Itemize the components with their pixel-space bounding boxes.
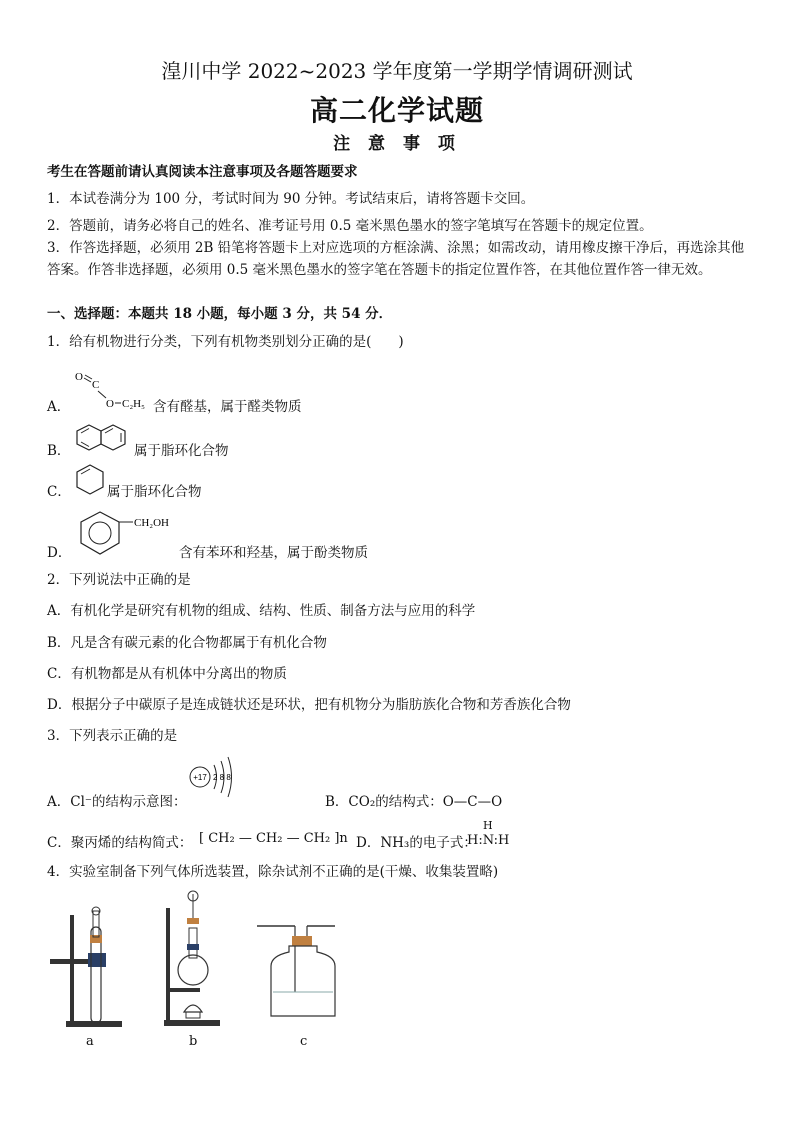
q1-option-b-label: B． <box>47 443 71 459</box>
notice-item-2: 2．答题前，请务必将自己的姓名、准考证号用 0.5 毫米黑色墨水的签字笔填写在答题卡的规定位置。 <box>47 218 653 234</box>
notice-intro: 考生在答题前请认真阅读本注意事项及各题答题要求 <box>47 164 358 180</box>
notice-title: 注 意 事 项 <box>333 134 461 154</box>
svg-text:O: O <box>106 398 114 410</box>
q1-option-d-label: D． <box>47 545 72 561</box>
ammonia-top-hydrogen: H <box>483 819 493 832</box>
cyclohexene-structure <box>74 462 108 500</box>
notice-item-3: 3．作答选择题，必须用 2B 铅笔将答题卡上对应选项的方框涂满、涂黑；如需改动，请用橡皮擦干净后，再选涂其他答案。作答非选择题，必须用 0.5 毫米黑色墨水的签字笔在答题卡的指定位置作答，在其他位置作答一律无效。 <box>47 240 745 278</box>
q3-option-b: B．CO₂的结构式：O—C—O <box>325 794 503 810</box>
q3-option-a: A．Cl⁻的结构示意图： <box>47 794 187 810</box>
apparatus-c-gas-bottle <box>255 922 345 1022</box>
naphthalene-structure <box>75 422 133 456</box>
q1-option-c-text: 属于脂环化合物 <box>107 484 202 500</box>
apparatus-label-c: c <box>300 1034 308 1049</box>
q1-option-c-label: C． <box>47 484 71 500</box>
q2-option-d: D．根据分子中碳原子是连成链状还是环状，把有机物分为脂肪族化合物和芳香族化合物 <box>47 697 571 713</box>
q1-option-d-text: 含有苯环和羟基，属于酚类物质 <box>179 545 368 561</box>
svg-text:+17: +17 <box>193 773 207 782</box>
section-heading: 一、选择题：本题共 18 小题，每小题 3 分，共 54 分． <box>47 306 393 322</box>
q2-option-a: A．有机化学是研究有机物的组成、结构、性质、制备方法与应用的科学 <box>47 603 476 619</box>
school-title: 湟川中学 2022~2023 学年度第一学期学情调研测试 <box>161 59 633 83</box>
apparatus-label-a: a <box>86 1034 94 1049</box>
q2-option-b: B．凡是含有碳元素的化合物都属于有机化合物 <box>47 635 327 651</box>
apparatus-a-tube-on-stand <box>46 905 126 1030</box>
svg-text:CH₂OH: CH₂OH <box>134 517 170 529</box>
ammonia-electron-formula: H:N:H <box>467 833 510 848</box>
q1-stem: 1．给有机物进行分类，下列有机物类别划分正确的是( ) <box>47 334 404 350</box>
q2-stem: 2．下列说法中正确的是 <box>47 572 191 588</box>
svg-text:C: C <box>92 379 100 391</box>
svg-text:O: O <box>75 371 83 383</box>
q3-option-d: D．NH₃的电子式： <box>356 835 477 851</box>
subject-title: 高二化学试题 <box>309 94 484 127</box>
apparatus-label-b: b <box>189 1034 198 1049</box>
q1-option-a-label: A． <box>47 399 71 415</box>
svg-text:C₂H₅: C₂H₅ <box>122 398 145 410</box>
polypropylene-formula: [ CH₂ — CH₂ — CH₂ ]n <box>199 831 348 846</box>
q1-option-b-text: 属于脂环化合物 <box>134 443 229 459</box>
q2-option-c: C．有机物都是从有机体中分离出的物质 <box>47 666 287 682</box>
notice-item-1: 1．本试卷满分为 100 分，考试时间为 90 分钟。考试结束后，请将答题卡交回。 <box>47 191 535 207</box>
apparatus-b-flask-funnel <box>160 888 230 1028</box>
benzyl-alcohol-structure <box>73 508 179 560</box>
ethyl-formate-structure <box>66 360 156 415</box>
q3-stem: 3．下列表示正确的是 <box>47 728 178 744</box>
svg-text:2 8 8: 2 8 8 <box>213 773 231 782</box>
chloride-ion-diagram <box>186 757 246 807</box>
q4-stem: 4．实验室制备下列气体所选装置，除杂试剂不正确的是(干燥、收集装置略) <box>47 864 499 880</box>
q3-option-c: C．聚丙烯的结构简式： <box>47 835 193 851</box>
q1-option-a-text: 含有醛基，属于醛类物质 <box>153 399 302 415</box>
